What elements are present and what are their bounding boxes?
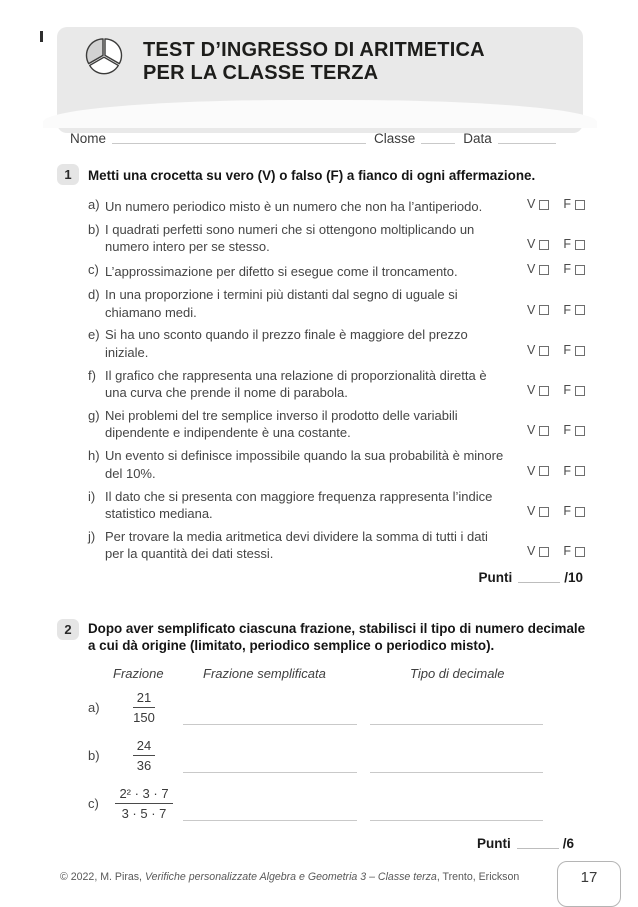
- statement-text: Per trovare la media aritmetica devi dividere la somma di tutti i dati per la quantità dei dati stessi.: [105, 529, 488, 562]
- statement-text: I quadrati perfetti sono numeri che si ottengono moltiplicando un numero intero per se stesso.: [105, 221, 475, 255]
- page-title-line1: TEST D’INGRESSO DI ARITMETICA: [143, 39, 485, 61]
- statement-letter: a): [88, 197, 100, 212]
- fraction-denominator: 36: [136, 758, 152, 773]
- exercise1-statements: [88, 196, 585, 568]
- statement-row-f: [88, 367, 585, 402]
- true-false-controls: [527, 236, 585, 255]
- punti-input-line[interactable]: [518, 571, 560, 583]
- statement-text: Si ha uno sconto quando il prezzo finale è maggiore del prezzo iniziale.: [105, 327, 468, 360]
- statement-letter: e): [88, 327, 100, 343]
- statement-letter: f): [88, 367, 96, 383]
- copyright-line: [60, 871, 519, 883]
- statement-text: Il dato che si presenta con maggiore frequenza rappresenta l’indice statistico mediana.: [105, 488, 493, 522]
- true-false-controls: [527, 463, 585, 482]
- statement-letter: j): [88, 529, 96, 544]
- vero-label: V: [527, 262, 536, 277]
- statement-letter: d): [88, 287, 100, 303]
- falso-checkbox[interactable]: [575, 305, 585, 315]
- fraction-cell: [105, 690, 183, 725]
- vero-checkbox[interactable]: [539, 265, 549, 275]
- data-label: Data: [463, 131, 492, 146]
- book-title: Verifiche personalizzate Algebra e Geometria 3 – Classe terza: [144, 871, 437, 883]
- falso-checkbox[interactable]: [575, 346, 585, 356]
- true-false-controls: [527, 261, 585, 280]
- falso-label: F: [563, 197, 571, 211]
- vero-checkbox[interactable]: [539, 426, 549, 436]
- column-header-tipo-di-decimale: Tipo di decimale: [410, 666, 505, 681]
- decimal-type-answer-line[interactable]: [370, 745, 543, 773]
- falso-checkbox[interactable]: [575, 547, 585, 557]
- fraction-row-c: [88, 786, 543, 821]
- exercise2-points: [477, 836, 574, 851]
- statement-row-b: [88, 221, 585, 256]
- decimal-type-answer-line[interactable]: [370, 793, 543, 821]
- vero-label: V: [527, 463, 536, 478]
- statement-row-a: [88, 196, 585, 215]
- punti-label: Punti: [476, 836, 511, 851]
- student-info-band: [43, 100, 597, 128]
- falso-label: F: [563, 504, 571, 519]
- falso-checkbox[interactable]: [575, 466, 585, 476]
- page-number-box: [557, 861, 621, 907]
- statement-text: L’approssimazione per difetto si esegue come il troncamento.: [105, 264, 458, 280]
- statement-row-d: [88, 286, 585, 321]
- exercise2-prompt: Dopo aver semplificato ciascuna frazione, stabilisci il tipo di numero decimale a cui dà origine (limitato, periodico semplice o periodico misto).: [88, 621, 586, 653]
- vero-checkbox[interactable]: [539, 386, 549, 396]
- falso-checkbox[interactable]: [575, 240, 585, 250]
- nome-input-line[interactable]: [112, 130, 366, 144]
- fraction-row-a: [88, 690, 543, 725]
- falso-checkbox[interactable]: [575, 507, 585, 517]
- vero-label: V: [527, 237, 536, 252]
- page-title: [143, 39, 485, 85]
- simplified-fraction-answer-line[interactable]: [183, 793, 357, 821]
- falso-label: F: [563, 262, 571, 277]
- vero-checkbox[interactable]: [539, 507, 549, 517]
- fraction-numerator: 24: [133, 738, 155, 756]
- vero-label: V: [527, 197, 536, 211]
- falso-checkbox[interactable]: [575, 200, 585, 210]
- exercise1-prompt: Metti una crocetta su vero (V) o falso (F) a fianco di ogni affermazione.: [88, 168, 536, 183]
- fraction-numerator: 21: [133, 690, 155, 708]
- statement-letter: c): [88, 262, 99, 278]
- statement-row-i: [88, 488, 585, 523]
- statement-row-c: [88, 261, 585, 280]
- nome-label: Nome: [70, 131, 107, 146]
- falso-label: F: [563, 463, 571, 478]
- true-false-controls: [527, 302, 585, 321]
- vero-checkbox[interactable]: [539, 547, 549, 557]
- classe-input-line[interactable]: [421, 130, 455, 144]
- classe-label: Classe: [374, 131, 416, 146]
- student-info-fields: [57, 130, 583, 146]
- simplified-fraction-answer-line[interactable]: [183, 745, 357, 773]
- falso-label: F: [563, 544, 571, 559]
- row-letter: a): [88, 700, 100, 715]
- punti-max: /10: [564, 570, 583, 585]
- falso-checkbox[interactable]: [575, 265, 585, 275]
- true-false-controls: [527, 382, 585, 401]
- vero-label: V: [527, 423, 536, 438]
- falso-label: F: [563, 342, 571, 357]
- header: [57, 27, 583, 146]
- page-title-line2: PER LA CLASSE TERZA: [143, 62, 379, 84]
- fraction-cell: [105, 738, 183, 773]
- true-false-controls: [527, 503, 585, 522]
- page-number: 17: [580, 869, 598, 886]
- falso-label: F: [563, 383, 571, 398]
- fraction-denominator: 3 · 5 · 7: [121, 806, 167, 821]
- statement-letter: h): [88, 448, 100, 464]
- simplified-fraction-answer-line[interactable]: [183, 697, 357, 725]
- vero-checkbox[interactable]: [539, 346, 549, 356]
- falso-label: F: [563, 423, 571, 438]
- true-false-controls: [527, 342, 585, 361]
- crop-mark: [40, 31, 43, 42]
- true-false-controls: [527, 422, 585, 441]
- statement-text: Il grafico che rappresenta una relazione di proporzionalità diretta è una curva che prende il nome di parabola.: [105, 367, 487, 401]
- decimal-type-answer-line[interactable]: [370, 697, 543, 725]
- exercise1-number-badge: 1: [57, 164, 79, 185]
- vero-checkbox[interactable]: [539, 240, 549, 250]
- fraction: [133, 690, 155, 725]
- vero-checkbox[interactable]: [539, 466, 549, 476]
- statement-text: Nei problemi del tre semplice inverso il prodotto delle variabili dipendente e indipendente è una costante.: [105, 408, 458, 441]
- pie-chart-icon: [84, 36, 124, 76]
- statement-row-j: [88, 528, 585, 563]
- falso-checkbox[interactable]: [575, 386, 585, 396]
- statement-row-g: [88, 407, 585, 442]
- true-false-controls: [527, 543, 585, 562]
- vero-checkbox[interactable]: [539, 305, 549, 315]
- data-input-line[interactable]: [498, 130, 556, 144]
- statement-text: In una proporzione i termini più distanti dal segno di uguale si chiamano medi.: [105, 287, 458, 320]
- row-letter: c): [88, 796, 99, 811]
- exercise2-number-badge: 2: [57, 619, 79, 640]
- exercise1-points: [478, 570, 583, 585]
- statement-text: Un numero periodico misto è un numero che non ha l’antiperiodo.: [105, 199, 483, 214]
- punti-max: /6: [562, 836, 574, 851]
- fraction-numerator: 2² · 3 · 7: [115, 786, 172, 804]
- punti-input-line[interactable]: [517, 837, 559, 849]
- fraction: [133, 738, 155, 773]
- copyright-suffix: , Trento, Erickson: [436, 871, 520, 883]
- copyright-prefix: © 2022, M. Piras,: [60, 871, 145, 883]
- row-letter: b): [88, 748, 100, 763]
- falso-checkbox[interactable]: [575, 426, 585, 436]
- statement-letter: b): [88, 221, 100, 237]
- fraction: [115, 786, 172, 821]
- true-false-controls: [527, 196, 585, 215]
- fraction-denominator: 150: [133, 710, 155, 725]
- statement-letter: i): [88, 488, 96, 504]
- punti-label: Punti: [478, 570, 513, 585]
- fraction-row-b: [88, 738, 543, 773]
- exercise2-table: [88, 690, 543, 834]
- fraction-cell: [105, 786, 183, 821]
- statement-row-e: [88, 326, 585, 361]
- vero-label: V: [527, 544, 536, 559]
- column-header-frazione-semplificata: Frazione semplificata: [203, 666, 326, 681]
- falso-label: F: [563, 302, 571, 317]
- vero-checkbox[interactable]: [539, 200, 549, 210]
- column-header-frazione: Frazione: [113, 666, 164, 681]
- vero-label: V: [527, 504, 536, 519]
- statement-text: Un evento si definisce impossibile quando la sua probabilità è minore del 10%.: [105, 448, 504, 481]
- statement-row-h: [88, 447, 585, 482]
- vero-label: V: [527, 383, 536, 398]
- statement-letter: g): [88, 408, 100, 424]
- falso-label: F: [563, 237, 571, 252]
- vero-label: V: [527, 342, 536, 357]
- vero-label: V: [527, 302, 536, 317]
